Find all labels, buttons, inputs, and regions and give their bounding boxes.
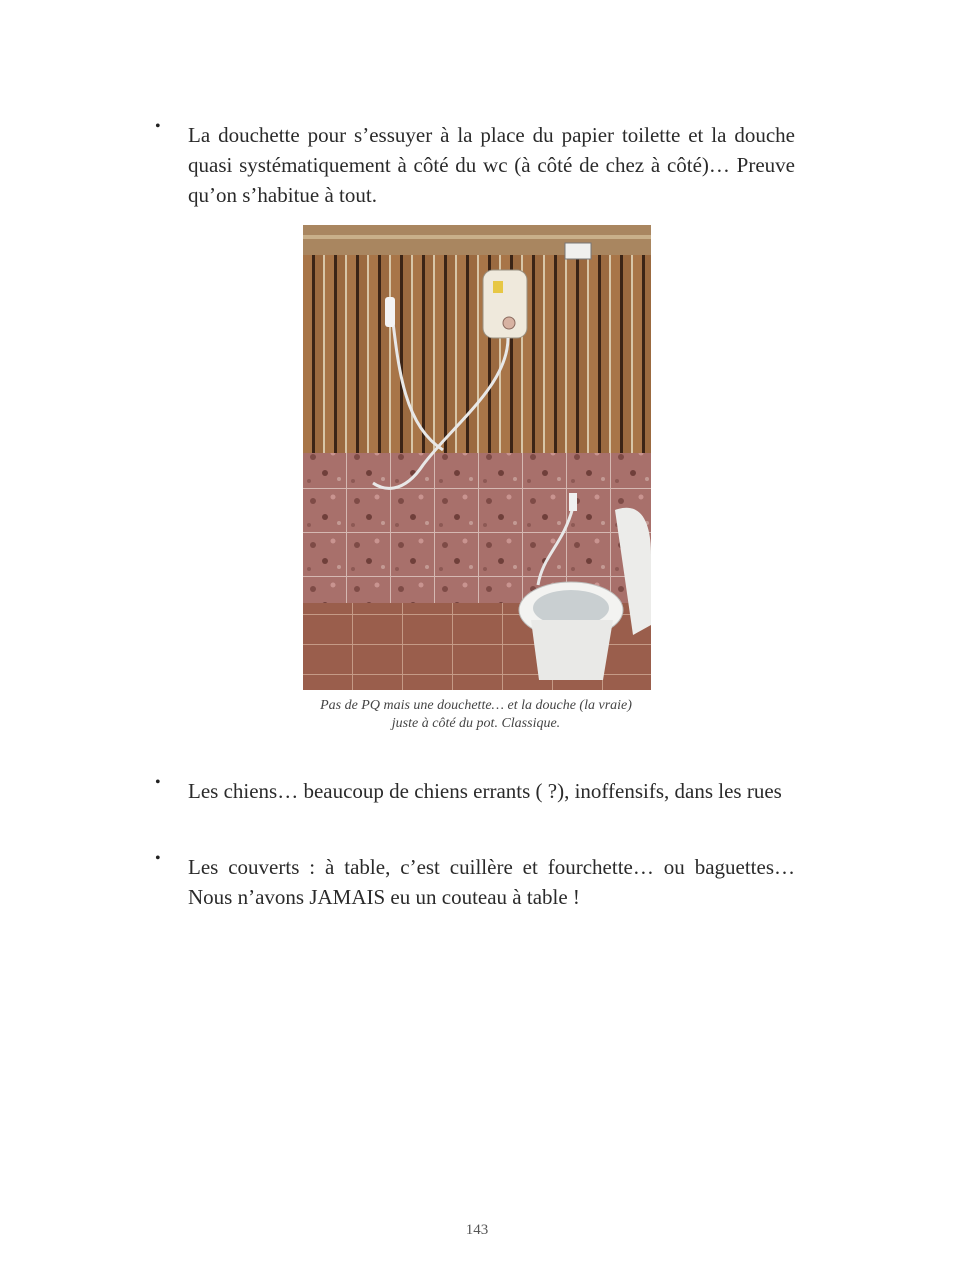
bullet-item-douchette xyxy=(155,120,795,210)
bullet-marker: • xyxy=(155,850,161,867)
figure-caption xyxy=(296,697,656,733)
caption-line-2: juste à côté du pot. Classique. xyxy=(391,716,561,731)
bullet-marker: • xyxy=(155,118,161,135)
bullet-marker: • xyxy=(155,774,161,791)
bullet-text: Les chiens… beaucoup de chiens errants ( ?), inoffensifs, dans les rues xyxy=(188,779,782,803)
bullet-item-chiens xyxy=(155,776,795,806)
bullet-item-couverts xyxy=(155,852,795,912)
caption-line-1: Pas de PQ mais une douchette… et la douche (la vraie) xyxy=(320,698,632,713)
bathroom-photo xyxy=(303,225,651,690)
bullet-text: La douchette pour s’essuyer à la place du papier toilette et la douche quasi systématiquement à côté du wc (à côté de chez à côté)… Preuve qu’on s’habitue à tout. xyxy=(188,123,795,207)
page-number: 143 xyxy=(465,1222,489,1238)
bullet-text: Les couverts : à table, c’est cuillère et fourchette… ou baguettes… Nous n’avons JAMAIS eu un couteau à table ! xyxy=(188,855,795,909)
